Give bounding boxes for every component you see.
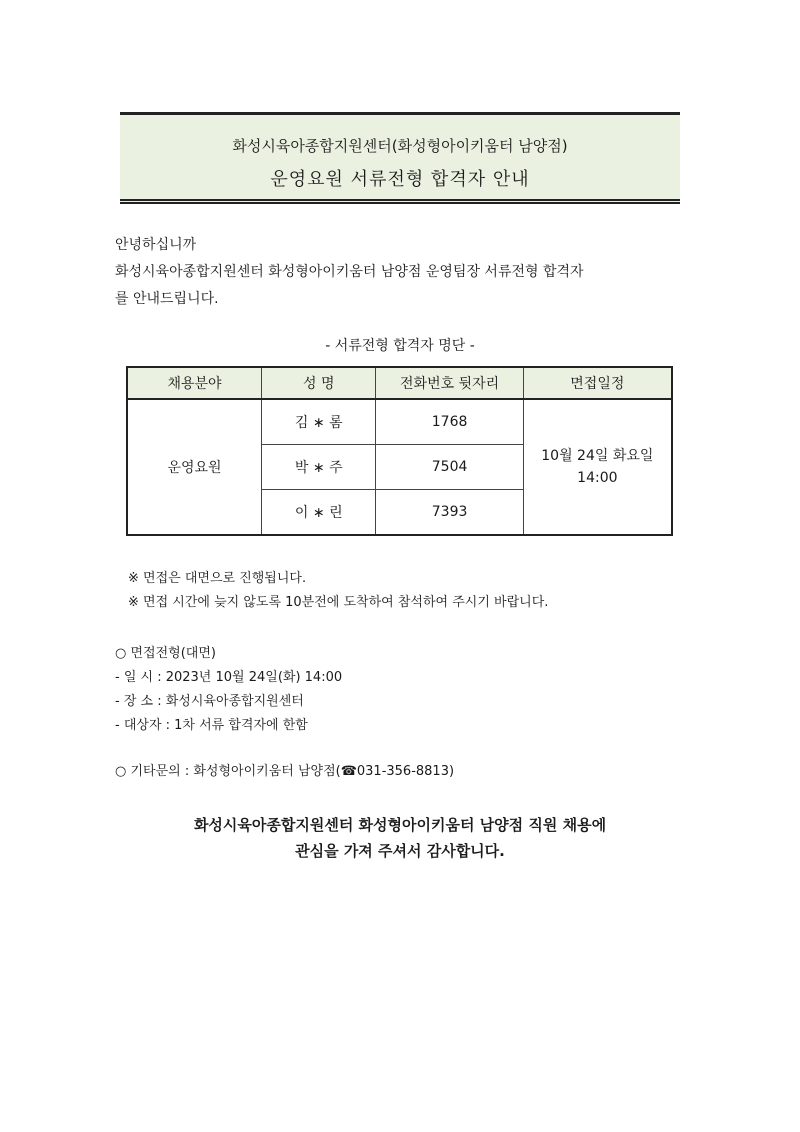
header-field: 채용분야 [127,367,262,399]
page-title: 운영요원 서류전형 합격자 안내 [270,169,530,190]
header-phone: 전화번호 뒷자리 [376,367,523,399]
closing-line-1: 화성시육아종합지원센터 화성형아이키움터 남양점 직원 채용에 [193,816,607,834]
list-title: - 서류전형 합격자 명단 - [325,338,475,354]
intro-line-1: 화성시육아종합지원센터 화성형아이키움터 남양점 운영팀장 서류전형 합격자 [115,264,584,280]
phone-cell: 7393 [376,490,523,536]
closing-line-2: 관심을 가져 주셔서 감사합니다. [295,842,505,860]
schedule-cell [523,399,672,535]
schedule-time: 14:00 [577,470,618,486]
title-organization: 화성시육아종합지원센터(화성형아이키움터 남양점) [232,137,568,155]
details-date: - 일 시 : 2023년 10월 24일(화) 14:00 [115,670,343,685]
field-cell: 운영요원 [127,399,262,535]
name-cell: 박 ∗ 주 [262,445,376,490]
note-item: ※ 면접은 대면으로 진행됩니다. [128,571,307,586]
details-heading: ○ 면접전형(대면) [115,646,216,661]
header-name: 성 명 [262,367,376,399]
phone-cell: 1768 [376,399,523,445]
interview-details [115,642,342,738]
title-box [120,112,680,204]
passers-table [126,366,673,536]
notes [128,567,548,615]
header-schedule: 면접일정 [523,367,672,399]
intro-line-2: 를 안내드립니다. [115,291,219,307]
details-target: - 대상자 : 1차 서류 합격자에 한함 [115,718,308,733]
table-row [127,399,672,445]
name-cell: 김 ∗ 롬 [262,399,376,445]
intro-text [115,232,715,313]
name-cell: 이 ∗ 린 [262,490,376,536]
greeting: 안녕하십니까 [115,237,197,253]
schedule-date: 10월 24일 화요일 [541,448,654,464]
note-item: ※ 면접 시간에 늦지 않도록 10분전에 도착하여 참석하여 주시기 바랍니다. [128,595,549,610]
closing-message [0,812,800,864]
contact-info: ○ 기타문의 : 화성형아이키움터 남양점(☎031-356-8813) [115,764,455,779]
table-header-row [127,367,672,399]
phone-cell: 7504 [376,445,523,490]
details-place: - 장 소 : 화성시육아종합지원센터 [115,694,304,709]
